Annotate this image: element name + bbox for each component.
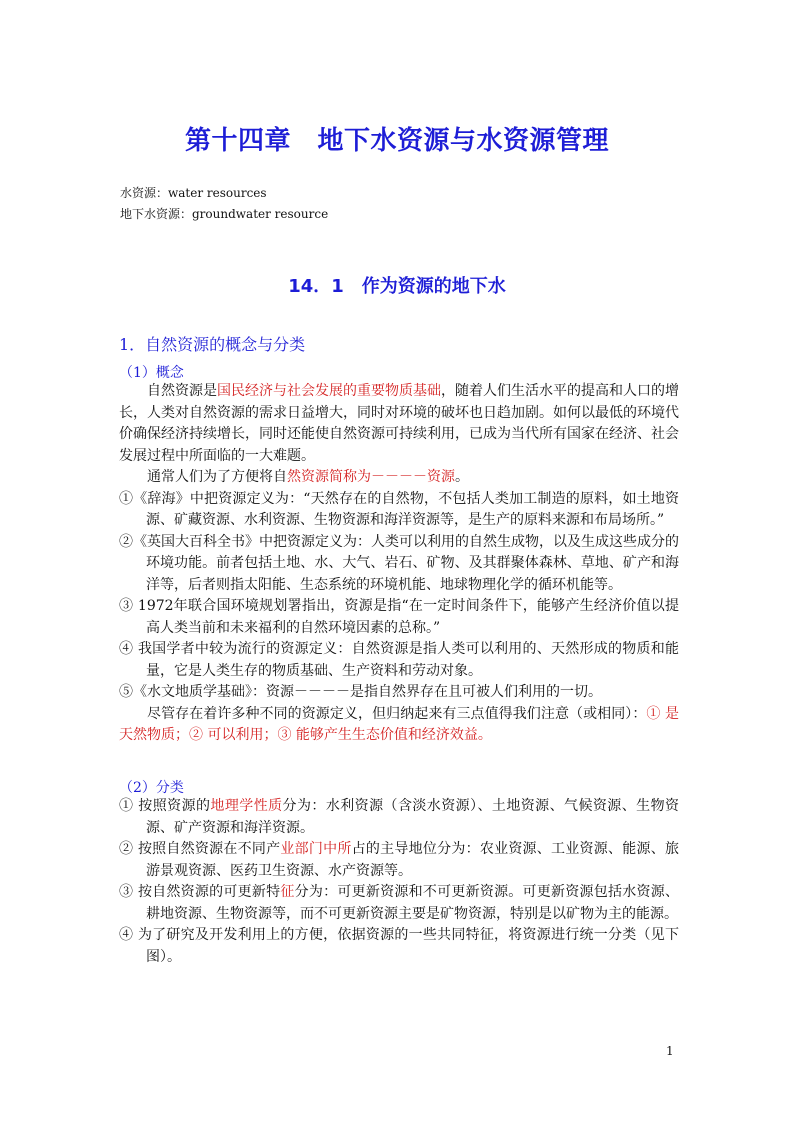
classification-body: [119, 796, 679, 968]
classification-item: [119, 796, 679, 839]
term-water-resources: 水资源：water resources: [120, 186, 267, 200]
classification-item: ④ 为了研究及开发利用上的方便，依据资源的一些共同特征，将资源进行统一分类（见下图）。: [119, 927, 679, 965]
subheading-classification: （2）分类: [119, 780, 184, 796]
definition-item: ②《英国大百科全书》中把资源定义为：人类可以利用的自然生成物，以及生成这些成分的环境功能。前者包括土地、水、大气、岩石、矿物、及其群聚体森林、草地、矿产和海洋等，后者则指太阳能、生态系统的环境机能、地球物理化学的循环机能等。: [119, 533, 679, 593]
chapter-title: 第十四章 地下水资源与水资源管理: [184, 126, 609, 156]
definition-item: ⑤《水文地质学基础》：资源－－－－是指自然界存在且可被人们利用的一切。: [119, 684, 602, 700]
paragraph-abbreviation: [119, 467, 679, 489]
paragraph-summary: [119, 704, 679, 747]
definition-item: ③ 1972年联合国环境规划署指出，资源是指“在一定时间条件下，能够产生经济价值以提高人类当前和未来福利的自然环境因素的总称。”: [119, 598, 679, 636]
text-segment: 自然资源是: [147, 383, 217, 399]
definition-item: ①《辞海》中把资源定义为：“天然存在的自然物，不包括人类加工制造的原料，如土地资源、矿藏资源、水利资源、生物资源和海洋资源等，是生产的原料来源和布局场所。”: [119, 490, 679, 528]
text-segment: 分为：可更新资源和不可更新资源。可更新资源包括水资源、耕地资源、生物资源等，而不可更新资源主要是矿物资源，特别是以矿物为主的能源。: [146, 884, 680, 922]
highlight-text: 地理学性质: [210, 798, 283, 814]
classification-item: [119, 882, 679, 925]
term-groundwater-resource: 地下水资源：groundwater resource: [120, 207, 329, 221]
text-segment: 占的主导地位分为：农业资源、工业资源、能源、旅游景观资源、医药卫生资源、水产资源等。: [146, 841, 680, 879]
highlight-text: 业部门中所: [280, 841, 352, 857]
text-segment: ① 按照资源的: [119, 798, 211, 814]
text-segment: 尽管存在着许多种不同的资源定义，但归纳起来有三点值得我们注意（或相同）：: [147, 705, 647, 722]
text-segment: ② 按照自然资源在不同产: [119, 841, 281, 857]
text-segment: ③ 按自然资源的可更新特: [119, 884, 281, 900]
subheading-concept: （1）概念: [119, 365, 184, 381]
text-segment: 通常人们为了方便将自: [147, 469, 287, 485]
classification-item: [119, 839, 679, 882]
highlight-text: ① 是天然物质；② 可以利用；③ 能够产生生态价值和经济效益。: [119, 705, 680, 743]
heading-natural-resources: 1．自然资源的概念与分类: [119, 335, 306, 354]
text-segment: ，随着人们生活水平的提高和人口的增长，人类对自然资源的需求日益增大，同时对环境的破坏也日趋加剧。如何以最低的环境代价确保经济持续增长，同时还能使自然资源可持续利用，已成为当代所有国家在经济、社会发展过程中所面临的一大难题。: [119, 383, 679, 464]
page-number: 1: [666, 1044, 674, 1058]
highlight-text: 然资源简称为－－－－资源: [287, 469, 455, 485]
highlight-text: 国民经济与社会发展的重要物质基础: [217, 383, 441, 399]
highlight-text: 征: [280, 884, 295, 900]
paragraph-intro: [119, 381, 679, 467]
section-title: 14．1 作为资源的地下水: [288, 276, 506, 297]
concept-body: [119, 381, 679, 747]
text-segment: 分为：水利资源（含淡水资源）、土地资源、气候资源、生物资源、矿产资源和海洋资源。: [146, 798, 680, 836]
definition-item: ④ 我国学者中较为流行的资源定义：自然资源是指人类可以利用的、天然形成的物质和能量，它是人类生存的物质基础、生产资料和劳动对象。: [119, 641, 679, 679]
text-segment: 。: [455, 469, 469, 485]
